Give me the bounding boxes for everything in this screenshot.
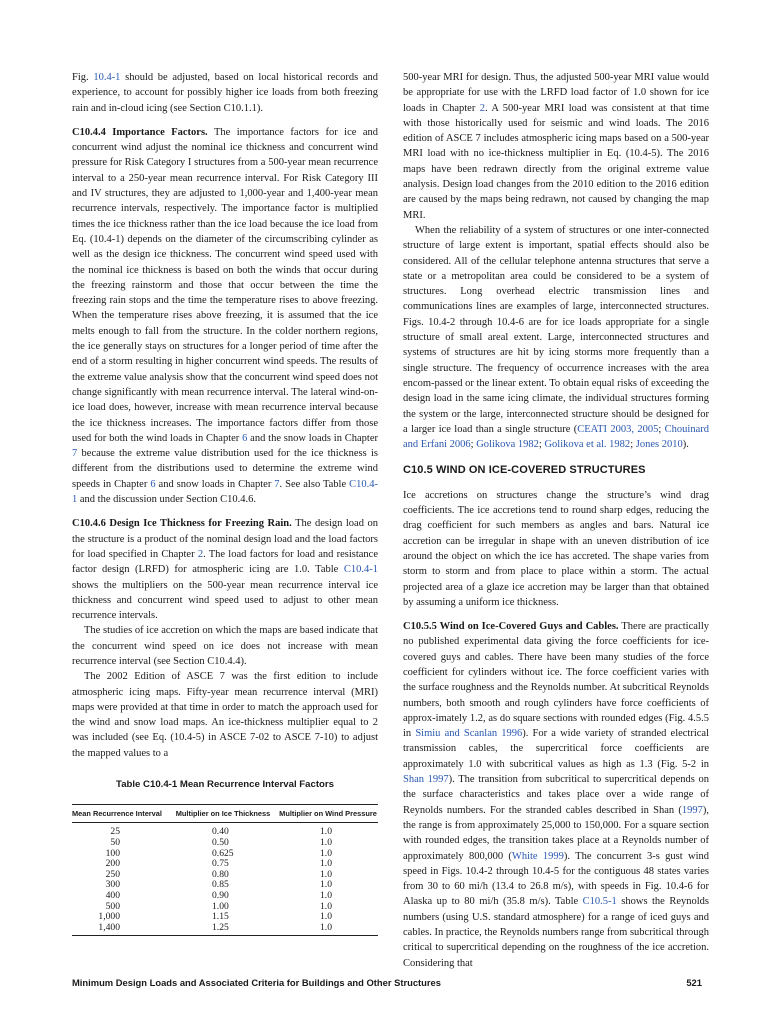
table-cell: 250: [105, 868, 120, 880]
chapter-link[interactable]: 2: [479, 102, 485, 114]
paragraph: Ice accretions on structures change the structure’s wind drag coefficients. The ice accretions tend to round sharp edges, reducing the drag coefficient for such members as angles and bars. Natural ice accretion can be irregular in shape with an uneven distribution of ice around the object on which the ice has accreted. The shape varies from storm to storm and from place to place within a storm. The actual projected area of a glaze ice accretion may be larger than that obtained by assuming a uniform ice thickness.: [403, 489, 709, 608]
table-cell: 1.0: [320, 847, 332, 859]
reference-link[interactable]: Shan 1997: [403, 774, 449, 786]
right-column: [403, 70, 709, 971]
table-link[interactable]: C10.4-1: [72, 478, 378, 506]
table-cell: 1.0: [320, 921, 332, 933]
table-link[interactable]: C10.4-1: [343, 564, 378, 576]
chapter-link[interactable]: 7: [72, 448, 78, 460]
table-title: Table C10.4-1 Mean Recurrence Interval Factors: [116, 779, 334, 791]
table-cell: 1,000: [98, 911, 120, 923]
table-body: [72, 823, 378, 936]
table-row: [72, 838, 378, 849]
reference-link[interactable]: 1997: [681, 804, 703, 816]
table-cell: 1.0: [320, 911, 332, 923]
table-cell: 1.0: [320, 879, 332, 891]
section-heading: C10.4.6 Design Ice Thickness for Freezing Rain.: [72, 518, 292, 530]
reference-link[interactable]: Simiu and Scanlan 1996: [415, 728, 523, 740]
chapter-link[interactable]: 6: [242, 432, 248, 444]
figure-link[interactable]: 10.4-1: [93, 72, 121, 83]
table-cell: 1.0: [320, 900, 332, 912]
table-cell: 1.0: [320, 836, 332, 848]
column-header: Multiplier on Ice Thickness: [168, 805, 278, 823]
table-cell: 1.0: [320, 858, 332, 870]
table-cell: 1.0: [320, 889, 332, 901]
reference-link[interactable]: Chouinard and Erfani 2006: [403, 423, 709, 451]
table-cell: 0.85: [212, 879, 229, 891]
table-row: [72, 891, 378, 902]
reference-link[interactable]: CEATI 2003, 2005: [577, 423, 659, 435]
table-cell: 50: [110, 836, 120, 848]
left-column: [72, 70, 378, 936]
paragraph: The studies of ice accretion on which the maps are based indicate that the concurrent wind speed on ice does not increase with mean recurrence interval (see Section C10.4.4).: [72, 625, 378, 667]
table-cell: 200: [105, 858, 120, 870]
table-row: [72, 823, 378, 838]
paragraph: The 2002 Edition of ASCE 7 was the first edition to include atmospheric icing maps. Fifty-year mean recurrence interval (MRI) maps were provided at that time in order to match the approach used for the wind and snow load maps. An ice-thickness multiplier equal to 2 was included (see Eq. (10.4-5) in ASCE 7-02 to ASCE 7-10) to adjust the mapped values to a: [72, 671, 378, 759]
table-cell: 0.75: [212, 858, 229, 870]
table-cell: 100: [105, 847, 120, 859]
paragraph: 500-year MRI for design. Thus, the adjusted 500-year MRI value would be appropriate for use with the LRFD load factor of 1.0 shown for ice loads in Chapter 2. A 500-year MRI load was consistent at that time with those historically used for seismic and wind loads. The 2016 edition of ASCE 7 includes atmospheric icing maps based on a 500-year MRI load with no ice-thickness multiplier in Eq. (10.4-5). The 2016 maps have been redrawn directly from the original extreme value analysis. Design load changes from the 2010 edition to the 2016 edition are caused by the maps being redrawn, not caused by changing the map MRI.: [403, 72, 709, 221]
section-heading: C10.5.5 Wind on Ice-Covered Guys and Cables.: [403, 621, 619, 633]
table-cell: 0.40: [212, 826, 229, 838]
table-header-row: [72, 805, 378, 823]
table-cell: 500: [105, 900, 120, 912]
footer-title: Minimum Design Loads and Associated Criteria for Buildings and Other Structures: [72, 977, 441, 988]
paragraph: Fig. 10.4-1 should be adjusted, based on local historical records and experience, to account for possibly higher ice loads from both freezing rain and in-cloud icing (see Section C10.1.1).: [72, 72, 378, 114]
table-cell: 0.50: [212, 836, 229, 848]
column-header: Mean Recurrence Interval: [72, 805, 168, 823]
reference-link[interactable]: Jones 2010: [635, 439, 683, 451]
table-cell: 400: [105, 889, 120, 901]
table-cell: 1.0: [320, 868, 332, 880]
paragraph: When the reliability of a system of structures or one inter-connected structure of large extent is important, spatial effects should also be considered. All of the cellular telephone antenna structures that serve a state or a metropolitan area could be considered to be a system of structures. Long overhead electric transmission lines and communications lines are examples of large, interconnected structures. Figs. 10.4-2 through 10.4-6 are for ice loads appropriate for a single structure of small areal extent. Large, interconnected structures and systems of structures are hit by icing storms more frequently than a single structure. The frequency of occurrence increases with the area encom-passed or the linear extent. To obtain equal risks of exceeding the design load in the same icing climate, the individual structures forming the system or the large, interconnected structure should be designed for a larger ice load than a single structure (CEATI 2003, 2005; Chouinard and Erfani 2006; Golikova 1982; Golikova et al. 1982; Jones 2010).: [403, 224, 709, 451]
table-link[interactable]: C10.5-1: [582, 896, 617, 908]
chapter-link[interactable]: 7: [274, 478, 280, 490]
table-cell: 1.15: [212, 911, 229, 923]
page-number: 521: [686, 977, 702, 988]
table-cell: 1.0: [320, 826, 332, 838]
table-cell: 0.90: [212, 889, 229, 901]
reference-link[interactable]: White 1999: [511, 850, 564, 862]
paragraph: C10.4.6 Design Ice Thickness for Freezing Rain. The design load on the structure is a product of the nominal design load and the load factors for load specified in Chapter 2. The load factors for load and resistance factor design (LRFD) for atmospheric icing are 1.0. Table C10.4-1 shows the multipliers on the 500-year mean recurrence interval ice thickness and concurrent wind speed used to adjust to other mean recurrence intervals.: [72, 518, 379, 622]
table-cell: 0.80: [212, 868, 229, 880]
section-heading: C10.5 WIND ON ICE-COVERED STRUCTURES: [403, 464, 646, 477]
recurrence-interval-table: [72, 804, 378, 936]
reference-link[interactable]: Golikova et al. 1982: [544, 439, 631, 451]
chapter-link[interactable]: 6: [150, 478, 156, 490]
reference-link[interactable]: Golikova 1982: [476, 439, 539, 451]
table-cell: 1,400: [98, 921, 120, 933]
paragraph: C10.4.4 Importance Factors. The importance factors for ice and concurrent wind adjust the nominal ice thickness and concurrent wind pressure for Risk Category I structures from a 500-year mean recurrence interval to a 250-year mean recurrence interval. For Risk Category III and IV structures, they are adjusted to 1,000-year and 1,400-year mean recurrence intervals, respectively. The importance factor is multiplied times the ice thickness rather than the ice load because the ice load from Eq. (10.4-1) depends on the diameter of the circumscribing cylinder as well as the design ice thickness. The concurrent wind speed used with the nominal ice thickness is based on both the winds that occur during the freezing rainstorm and those that occur between the time the freezing rain stops and the time the temperature rises to above freezing. When the temperature rises above freezing, it is assumed that the ice melts enough to fall from the structure. In the colder northern regions, the ice generally stays on structures for a longer period of time after the end of a storm resulting in higher concurrent wind speeds. The results of the extreme value analysis show that the concurrent wind speed does not change significantly with mean recurrence interval. The lateral wind-on-ice load does, however, increase with mean recurrence interval because the ice thickness increases. The importance factors differ from those used for both the wind loads in Chapter 6 and the snow loads in Chapter 7 because the extreme value distribution used for the ice thickness is different from the distributions used to determine the extreme wind speeds in Chapter 6 and snow loads in Chapter 7. See also Table C10.4-1 and the discussion under Section C10.4.6.: [72, 126, 379, 506]
table-cell: 300: [105, 879, 120, 891]
table-cell: 0.625: [212, 847, 234, 859]
section-heading: C10.4.4 Importance Factors.: [72, 126, 208, 138]
chapter-link[interactable]: 2: [197, 548, 204, 560]
table-cell: 1.25: [212, 921, 229, 933]
table-cell: 1.00: [212, 900, 229, 912]
paragraph: C10.5.5 Wind on Ice-Covered Guys and Cables. There are practically no published experimental data giving the force coefficients for ice-covered guys and cables. There have been many studies of the force coefficient for cylinders without ice. The force coefficient varies with the surface roughness and the Reynolds number. At subcritical Reynolds numbers, both smooth and rough cylinders have force coefficients of approx-imately 1.2, as do square sections with rounded edges (Fig. 4.5.5 in Simiu and Scanlan 1996). For a wide variety of stranded electrical transmission cables, the supercritical force coefficients are approximately 1.0 with subcritical values as high as 1.3 (Fig. 5-2 in Shan 1997). The transition from subcritical to supercritical depends on the surface characteristics and takes place over a wide range of Reynolds numbers. For the stranded cables described in Shan (1997), the range is from approximately 25,000 to 150,000. For a square section with rounded edges, the transition takes place at a Reynolds number of approximately 800,000 (White 1999). The concurrent 3-s gust wind speed in Figs. 10.4-2 through 10.4-5 for the contiguous 48 states varies from 30 to 60 mi/h (13.4 to 26.8 m/s), with speeds in Fig. 10.4-6 for Alaska up to 80 mi/h (35.8 m/s). Table C10.5-1 shows the Reynolds numbers (using U.S. standard atmosphere) for a range of iced guys and cables. In practice, the Reynolds numbers range from subcritical through critical to supercritical depending on the roughness of the ice accretion. Considering that: [403, 621, 710, 969]
table-cell: 25: [110, 826, 120, 838]
table-row: [72, 923, 378, 936]
column-header: Multiplier on Wind Pressure: [278, 805, 378, 823]
